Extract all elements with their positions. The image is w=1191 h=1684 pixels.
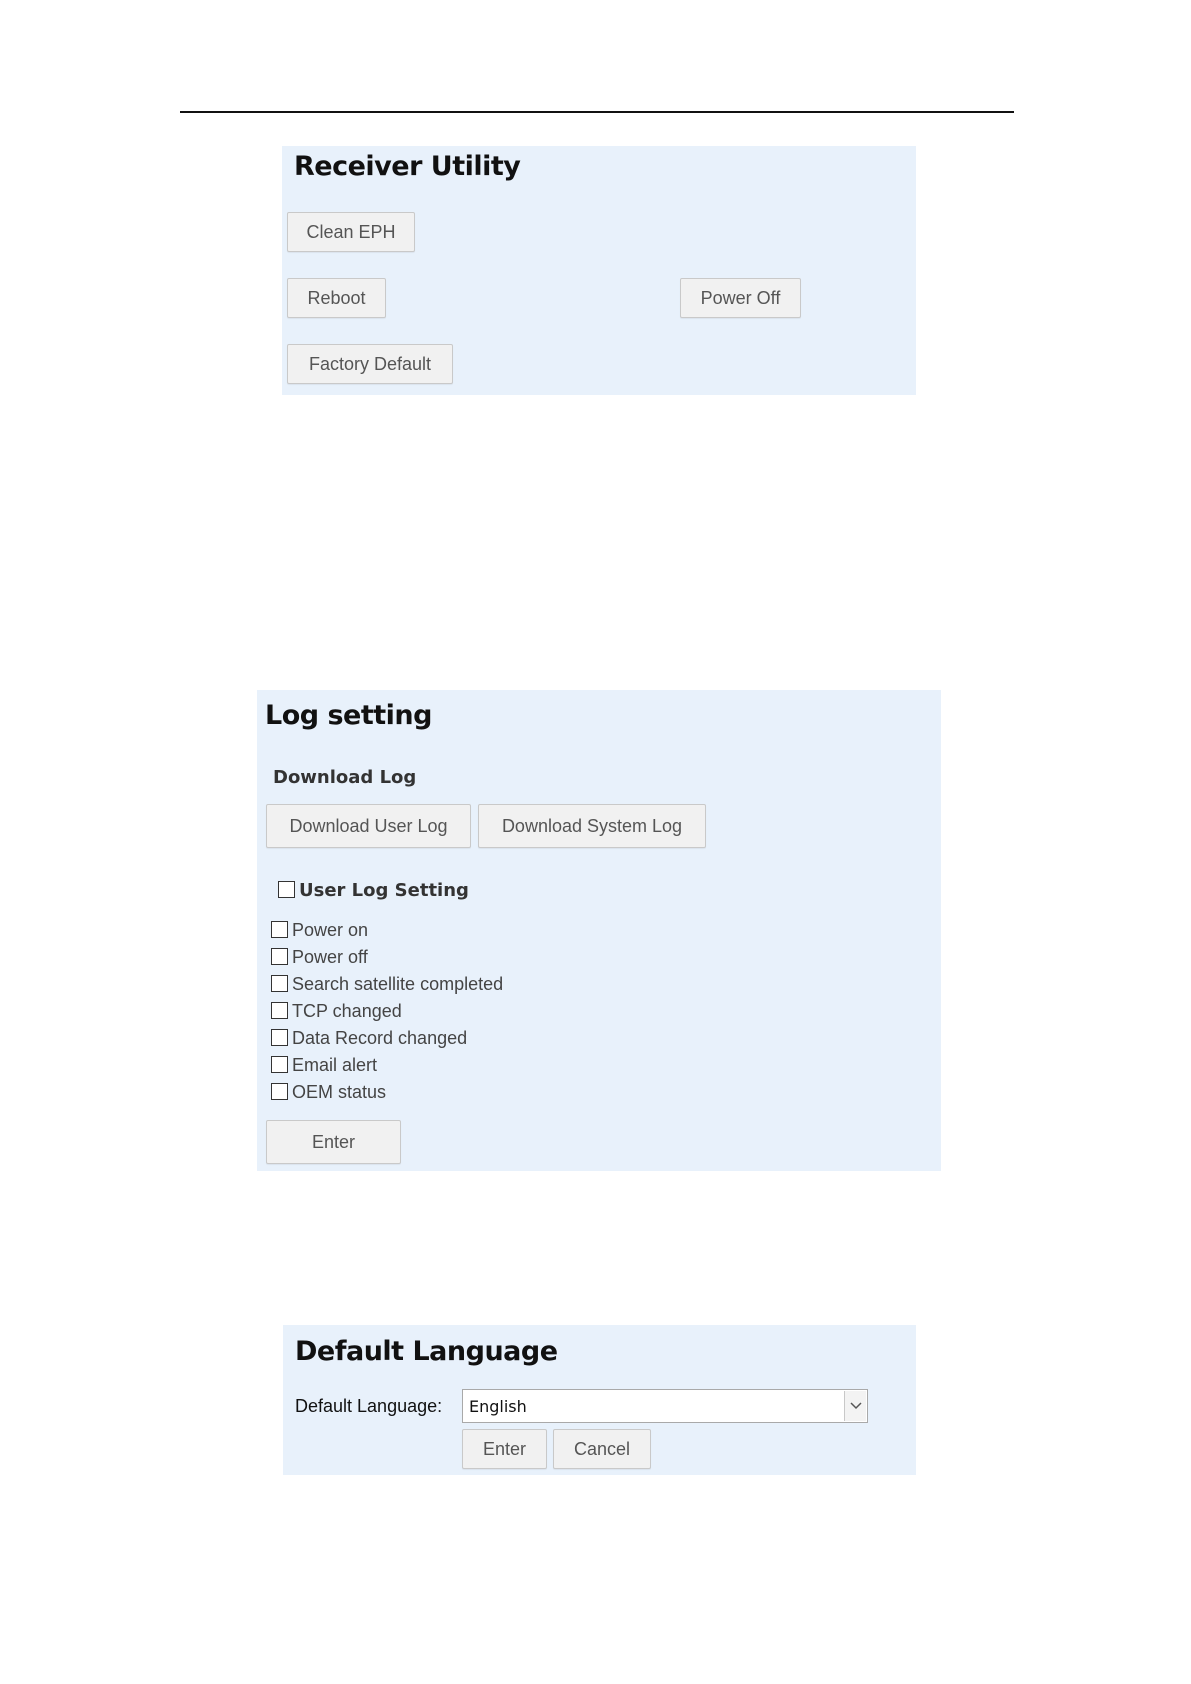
download-system-log-button[interactable]: Download System Log [478,804,706,848]
default-language-value: English [469,1397,527,1416]
log-option-checkbox[interactable] [271,1056,288,1073]
user-log-setting-label: User Log Setting [299,880,469,901]
default-language-label: Default Language: [295,1396,443,1416]
log-option-checkbox[interactable] [271,921,288,938]
log-option-checkbox[interactable] [271,948,288,965]
reboot-button[interactable]: Reboot [287,278,386,318]
receiver-utility-title: Receiver Utility [294,151,521,182]
log-option-label: Power off [292,947,368,967]
chevron-down-icon[interactable] [844,1391,866,1421]
log-option-label: Data Record changed [292,1028,468,1048]
log-option-label: OEM status [292,1082,387,1102]
default-language-title: Default Language [295,1336,558,1367]
log-option-label: Search satellite completed [292,974,504,994]
log-option-checkbox[interactable] [271,1083,288,1100]
default-language-select[interactable] [462,1389,868,1423]
receiver-utility-panel [282,146,916,395]
log-setting-panel [257,690,941,1171]
download-user-log-button[interactable]: Download User Log [266,804,471,848]
header-rule [180,111,1014,113]
log-option-checkbox[interactable] [271,975,288,992]
log-option-checkbox[interactable] [271,1002,288,1019]
language-cancel-button[interactable]: Cancel [553,1429,651,1469]
user-log-setting-checkbox[interactable] [278,881,295,898]
log-enter-button[interactable]: Enter [266,1120,401,1164]
log-option-label: TCP changed [292,1001,402,1021]
default-language-panel [283,1325,916,1475]
clean-eph-button[interactable]: Clean EPH [287,212,415,252]
power-off-button[interactable]: Power Off [680,278,801,318]
factory-default-button[interactable]: Factory Default [287,344,453,384]
log-setting-title: Log setting [265,700,432,731]
log-option-checkbox[interactable] [271,1029,288,1046]
download-log-heading: Download Log [273,767,417,788]
language-enter-button[interactable]: Enter [462,1429,547,1469]
log-option-label: Power on [292,920,369,940]
log-option-label: Email alert [292,1055,378,1075]
